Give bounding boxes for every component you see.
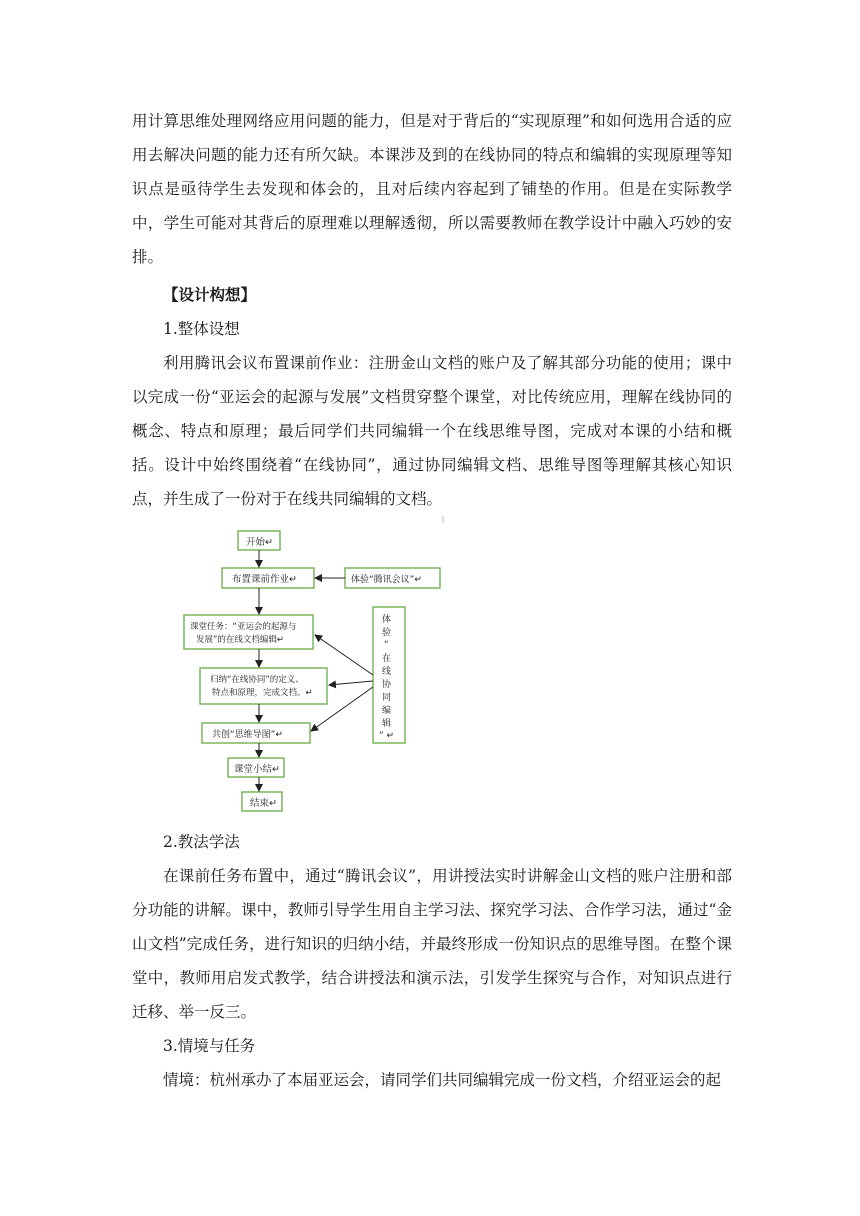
flowchart <box>170 515 450 815</box>
flow-summarize-label-2: 特点和原理，完成文档。↵ <box>212 688 313 698</box>
flow-side-char-6: 同 <box>382 693 392 703</box>
flow-summarize-label-1: 归纳“在线协同”的定义、 <box>210 675 304 685</box>
intro-paragraph: 用计算思维处理网络应用问题的能力，但是对于背后的“实现原理”和如何选用合适的应用去解决问题的能力还有所欠缺。本课涉及到的在线协同的特点和编辑的实现原理等知识点是亟待学生去发现和体会的，且对后续内容起到了铺垫的作用。但是在实际教学中，学生可能对其背后的原理难以理解透彻，所以需要教师在教学设计中融入巧妙的安排。 <box>132 112 732 266</box>
flow-side-char-0: 体 <box>382 615 392 625</box>
subsection-title-3: 3.情境与任务 <box>163 1037 256 1055</box>
flow-side-char-5: 协 <box>382 680 392 690</box>
flow-summary-label: 课堂小结↵ <box>234 764 280 775</box>
flow-side-char-8: 辑 <box>382 719 392 729</box>
section-heading: 【设计构想】 <box>163 285 257 304</box>
flow-mindmap-label: 共创“思维导图”↵ <box>212 730 283 740</box>
flow-side-char-4: 线 <box>382 667 392 677</box>
flow-side-char-9: ” ↵ <box>379 731 395 741</box>
flow-box-summarize <box>200 668 327 704</box>
flow-experience-meeting-label: 体验“腾讯会议”↵ <box>351 575 422 585</box>
flow-side-char-3: 在 <box>382 654 392 664</box>
subsection-body-2: 在课前任务布置中，通过“腾讯会议”，用讲授法实时讲解金山文档的账户注册和部分功能的讲解。课中，教师引导学生用自主学习法、探究学习法、合作学习法，通过“金山文档”完成任务，进行知识的归纳小结，并最终形成一份知识点的思维导图。在整个课堂中，教师用启发式教学，结合讲授法和演示法，引发学生探究与合作，对知识点进行迁移、举一反三。 <box>132 867 732 1021</box>
flow-arrow-online-summarize <box>329 681 373 685</box>
flow-end-label: 结束↵ <box>250 798 277 809</box>
flow-side-char-1: 验 <box>382 628 392 638</box>
flow-side-char-7: 编 <box>382 706 392 716</box>
flow-task-label-2: 发展”的在线文档编辑↵ <box>196 635 285 645</box>
subsection-body-1: 利用腾讯会议布置课前作业：注册金山文档的账户及了解其部分功能的使用；课中以完成一份“亚运会的起源与发展”文档贯穿整个课堂，对比传统应用，理解在线协同的概念、特点和原理；最后同学们共同编辑一个在线思维导图，完成对本课的小结和概括。设计中始终围绕着“在线协同”，通过协同编辑文档、思维导图等理解其核心知识点，并生成了一份对于在线共同编辑的文档。 <box>132 354 732 508</box>
flow-task-label-1: 课堂任务：“亚运会的起源与 <box>190 622 297 632</box>
flow-start-label: 开始↵ <box>246 537 273 548</box>
subsection-title-2: 2.教法学法 <box>163 833 240 851</box>
flow-assign-label: 布置课前作业↵ <box>232 574 297 585</box>
subsection-body-3: 情境：杭州承办了本届亚运会，请同学们共同编辑完成一份文档，介绍亚运会的起 <box>163 1071 722 1089</box>
flow-side-char-2: “ <box>384 640 389 650</box>
subsection-title-1: 1.整体设想 <box>163 320 240 338</box>
